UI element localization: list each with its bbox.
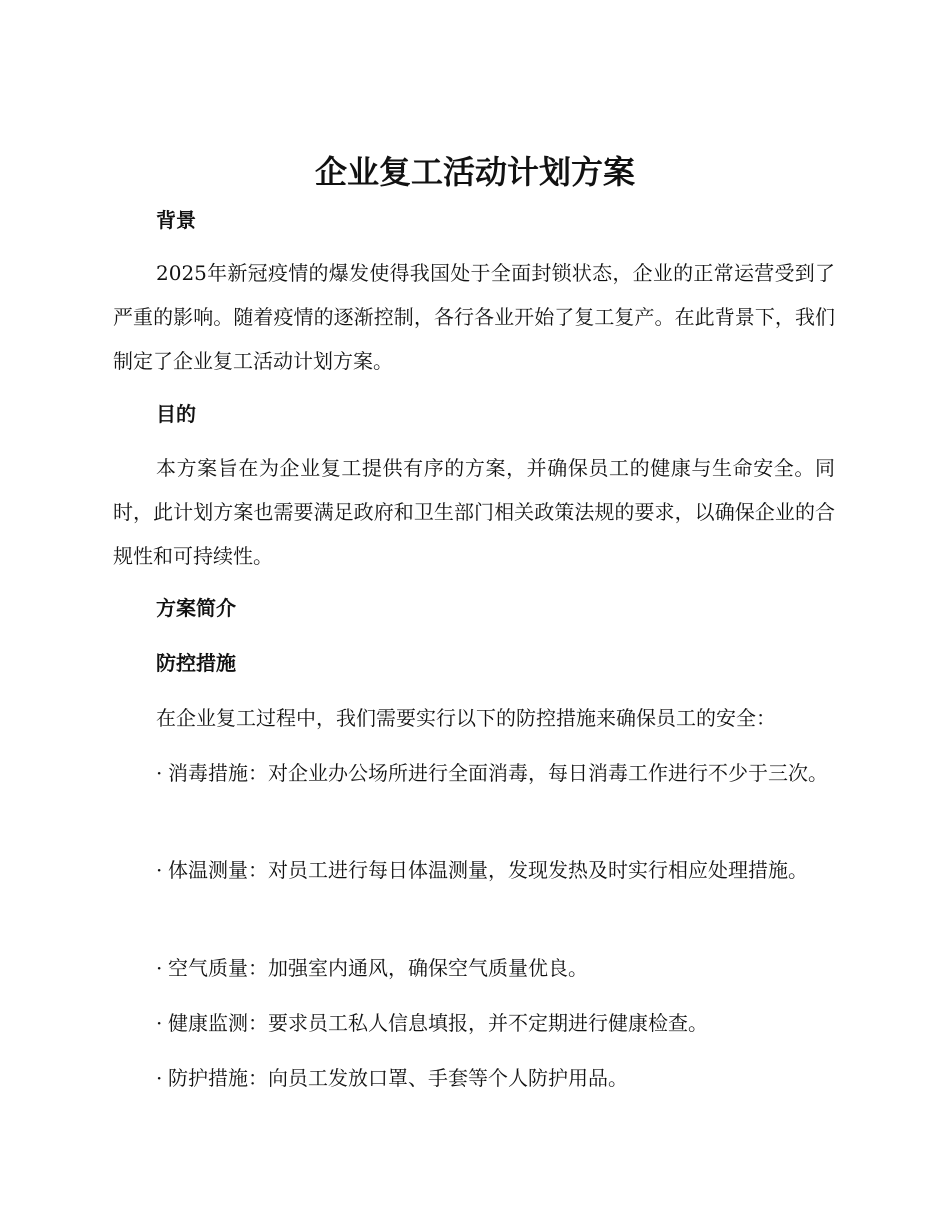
list-item-text: 空气质量：加强室内通风，确保空气质量优良。 xyxy=(168,956,588,980)
list-item xyxy=(113,946,835,990)
list-item xyxy=(113,751,835,795)
bullet-marker: · xyxy=(156,956,163,980)
list-item xyxy=(113,1001,835,1045)
bullet-marker: · xyxy=(156,761,163,785)
paragraph-background: 2025年新冠疫情的爆发使得我国处于全面封锁状态，企业的正常运营受到了严重的影响。随着疫情的逐渐控制，各行各业开始了复工复产。在此背景下，我们制定了企业复工活动计划方案。 xyxy=(113,261,835,373)
bullet-marker: · xyxy=(156,1011,163,1035)
list-item-text: 体温测量：对员工进行每日体温测量，发现发热及时实行相应处理措施。 xyxy=(168,858,808,882)
bullet-marker: · xyxy=(156,858,163,882)
document-title: 企业复工活动计划方案 xyxy=(314,153,635,191)
section-heading-plan-overview: 方案简介 xyxy=(156,596,236,620)
list-item xyxy=(113,1056,835,1100)
list-item-text: 健康监测：要求员工私人信息填报，并不定期进行健康检查。 xyxy=(168,1011,708,1035)
section-heading-background: 背景 xyxy=(156,208,196,232)
section-heading-prevention-measures: 防控措施 xyxy=(156,651,236,675)
paragraph-purpose: 本方案旨在为企业复工提供有序的方案，并确保员工的健康与生命安全。同时，此计划方案也需要满足政府和卫生部门相关政策法规的要求，以确保企业的合规性和可持续性。 xyxy=(113,456,835,568)
list-item xyxy=(113,848,835,892)
list-item-text: 消毒措施：对企业办公场所进行全面消毒，每日消毒工作进行不少于三次。 xyxy=(168,761,828,785)
paragraph-prevention-intro: 在企业复工过程中，我们需要实行以下的防控措施来确保员工的安全： xyxy=(156,706,776,730)
list-item-text: 防护措施：向员工发放口罩、手套等个人防护用品。 xyxy=(168,1066,628,1090)
section-heading-purpose: 目的 xyxy=(156,402,196,426)
bullet-marker: · xyxy=(156,1066,163,1090)
